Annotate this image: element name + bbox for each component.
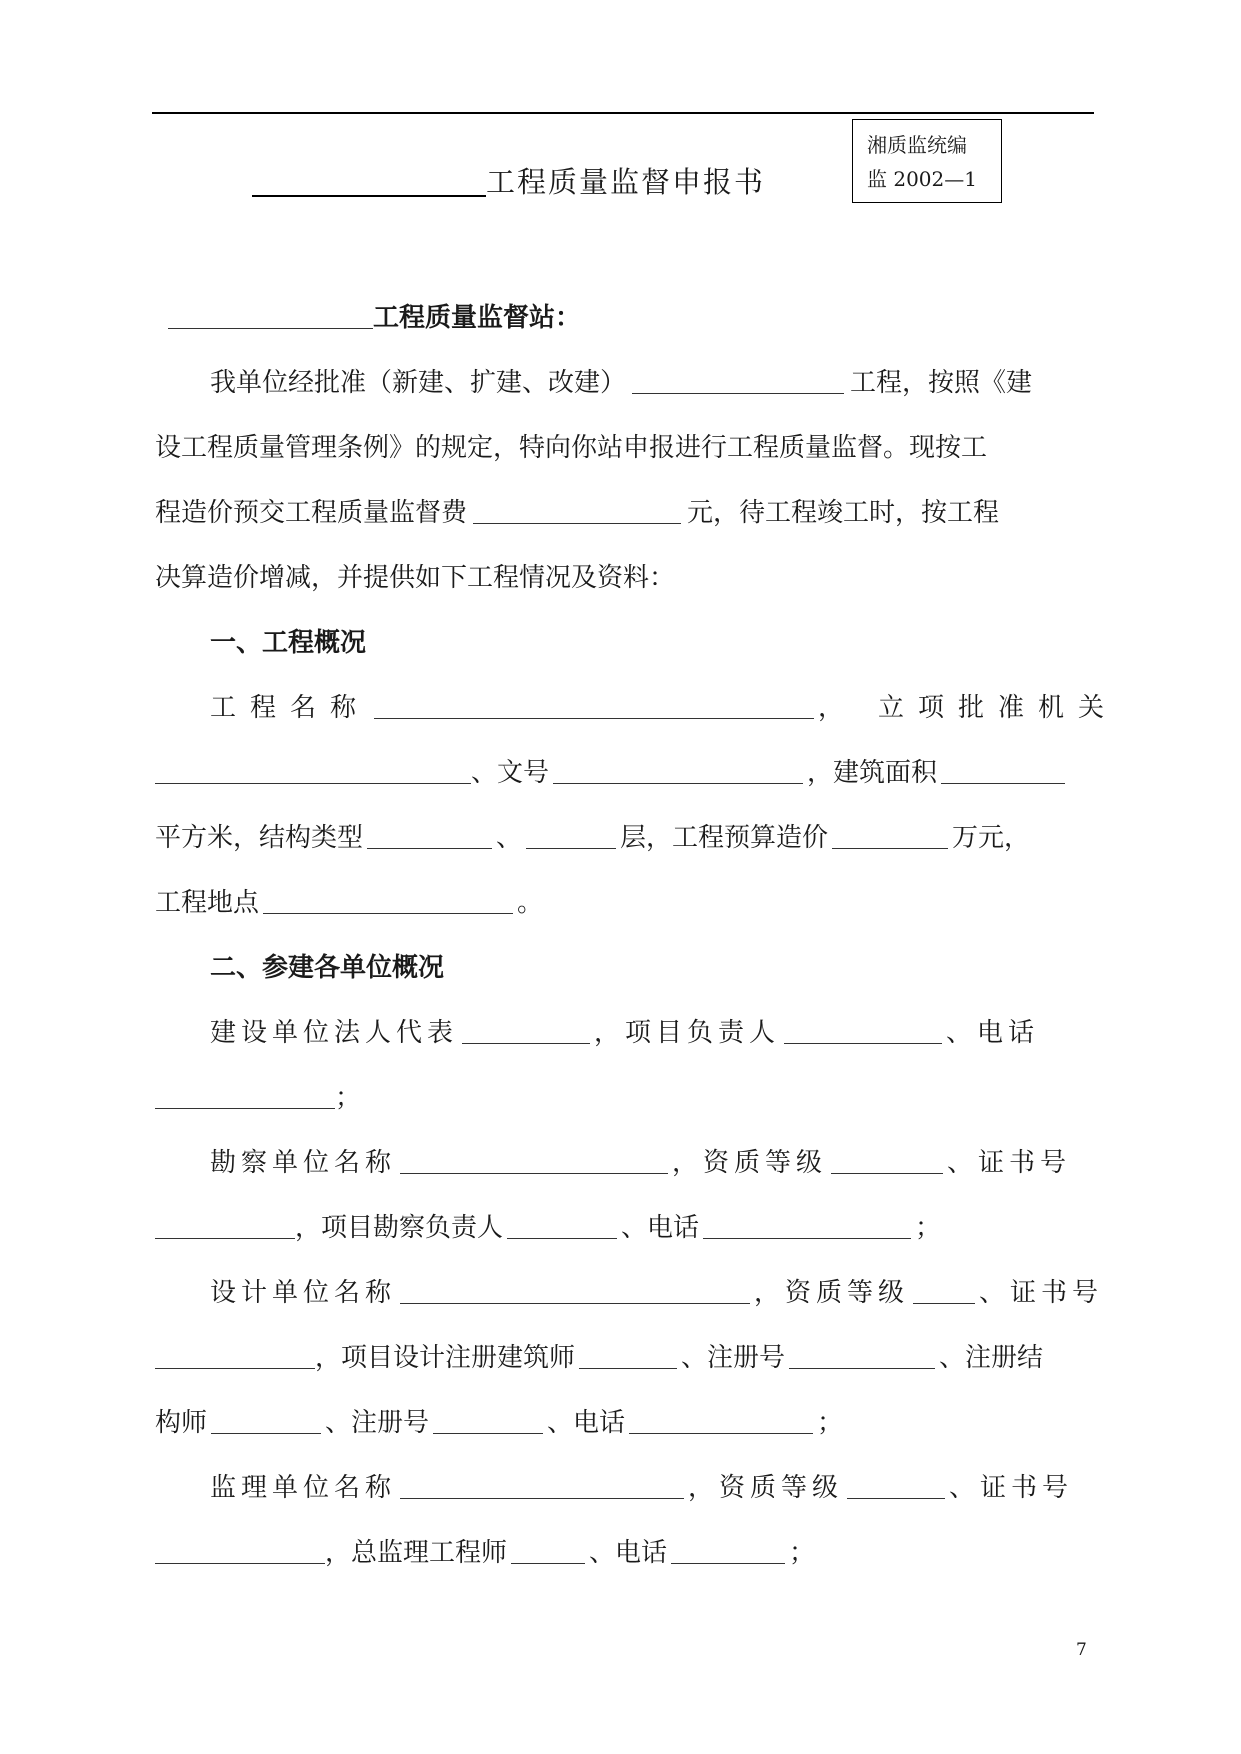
page-number: 7 — [1076, 1640, 1087, 1660]
intro-text: 元，待工程竣工时，按工程 — [687, 498, 1000, 528]
project-overview-line-4 — [155, 882, 1095, 919]
blank-construction-phone[interactable] — [155, 1086, 335, 1109]
blank-building-area[interactable] — [941, 761, 1065, 784]
label-project-leader: ，项目负责人 — [594, 1018, 781, 1048]
label-registration-number: 、注册号 — [325, 1408, 430, 1438]
blank-station-name[interactable] — [168, 306, 373, 329]
label-phone: 、电话 — [547, 1408, 626, 1438]
blank-survey-phone[interactable] — [703, 1216, 911, 1239]
project-overview-line-2 — [155, 752, 1095, 789]
blank-approval-authority[interactable] — [155, 761, 471, 784]
label-registered-structural: 、注册结 — [939, 1343, 1044, 1373]
blank-supervision-phone[interactable] — [671, 1541, 785, 1564]
form-code-line1: 湘质监统编 — [867, 133, 967, 157]
semicolon: ； — [817, 1408, 844, 1438]
supervision-unit-line-2 — [155, 1532, 1095, 1569]
blank-design-phone[interactable] — [629, 1411, 813, 1434]
blank-architect-reg-no[interactable] — [789, 1346, 935, 1369]
addressee-line — [168, 297, 1108, 334]
survey-unit-line-1 — [210, 1142, 1150, 1179]
section-2-heading: 二、参建各单位概况 — [210, 953, 445, 983]
comma: ， — [818, 693, 845, 723]
project-overview-line-3 — [155, 817, 1095, 854]
label-document-number: 、文号 — [471, 758, 550, 788]
survey-unit-line-2 — [155, 1207, 1095, 1244]
intro-line-4: 决算造价增减，并提供如下工程情况及资料： — [155, 563, 676, 593]
blank-architect[interactable] — [579, 1346, 677, 1369]
separator: 、 — [496, 823, 523, 853]
label-qualification: ，资质等级 — [688, 1473, 844, 1503]
supervision-unit-line-1 — [210, 1467, 1150, 1504]
label-building-area: ，建筑面积 — [807, 758, 938, 788]
blank-survey-qualification[interactable] — [831, 1151, 943, 1174]
label-registration-number: 、注册号 — [681, 1343, 786, 1373]
document-title — [252, 160, 765, 201]
label-project-location: 工程地点 — [155, 888, 260, 918]
unit-ten-thousand-yuan: 万元， — [952, 823, 1031, 853]
blank-survey-leader[interactable] — [507, 1216, 617, 1239]
label-qualification: ，资质等级 — [754, 1278, 910, 1308]
label-qualification: ，资质等级 — [672, 1148, 828, 1178]
form-code-box — [852, 119, 1002, 203]
intro-text: 我单位经批准（新建、扩建、改建） — [210, 368, 627, 398]
blank-budget-cost[interactable] — [832, 826, 948, 849]
label-certificate: 、证书号 — [949, 1473, 1074, 1503]
title-text: 工程质量监督申报书 — [486, 165, 766, 199]
section-1-heading: 一、工程概况 — [210, 628, 367, 658]
blank-floors[interactable] — [526, 826, 616, 849]
label-supervision-unit: 监理单位名称 — [210, 1473, 397, 1503]
label-structural-engineer: 构师 — [155, 1408, 208, 1438]
intro-text: 工程，按照《建 — [850, 368, 1033, 398]
label-survey-unit: 勘察单位名称 — [210, 1148, 397, 1178]
period: 。 — [517, 888, 544, 918]
project-overview-line-1 — [210, 687, 1150, 724]
label-certificate: 、证书号 — [979, 1278, 1104, 1308]
blank-design-unit[interactable] — [400, 1281, 750, 1304]
label-design-unit: 设计单位名称 — [210, 1278, 397, 1308]
blank-supervision-unit[interactable] — [400, 1476, 684, 1499]
blank-structure-type[interactable] — [367, 826, 492, 849]
intro-line-2: 设工程质量管理条例》的规定，特向你站申报进行工程质量监督。现按工 — [155, 433, 988, 463]
design-unit-line-1 — [210, 1272, 1150, 1309]
intro-line-3 — [155, 492, 1095, 529]
semicolon: ； — [335, 1083, 362, 1113]
intro-line-1 — [210, 362, 1150, 399]
label-certificate: 、证书号 — [947, 1148, 1072, 1178]
blank-survey-certificate[interactable] — [155, 1216, 295, 1239]
label-legal-rep: 建设单位法人代表 — [210, 1018, 459, 1048]
design-unit-line-3 — [155, 1402, 1095, 1439]
blank-document-number[interactable] — [553, 761, 803, 784]
label-project-name: 工程名称 — [210, 693, 371, 723]
blank-survey-unit[interactable] — [400, 1151, 668, 1174]
label-budget-cost: 层，工程预算造价 — [620, 823, 829, 853]
top-rule — [152, 112, 1094, 114]
blank-chief-supervisor[interactable] — [511, 1541, 585, 1564]
label-registered-architect: ，项目设计注册建筑师 — [315, 1343, 576, 1373]
blank-supervision-fee[interactable] — [473, 501, 681, 524]
semicolon: ； — [789, 1538, 816, 1568]
construction-unit-line-2 — [155, 1077, 1095, 1114]
label-chief-supervisor: ，总监理工程师 — [325, 1538, 508, 1568]
construction-unit-line-1 — [210, 1012, 1150, 1049]
blank-supervision-certificate[interactable] — [155, 1541, 325, 1564]
blank-legal-rep[interactable] — [462, 1021, 590, 1044]
blank-design-certificate[interactable] — [155, 1346, 315, 1369]
blank-design-qualification[interactable] — [913, 1281, 975, 1304]
addressee-text: 工程质量监督站： — [373, 303, 582, 333]
design-unit-line-2 — [155, 1337, 1095, 1374]
blank-supervision-qualification[interactable] — [847, 1476, 945, 1499]
blank-project-location[interactable] — [263, 891, 513, 914]
blank-project-name[interactable] — [252, 165, 486, 197]
intro-text: 程造价预交工程质量监督费 — [155, 498, 468, 528]
form-code-line2: 监 2002—1 — [867, 167, 977, 191]
label-survey-leader: ，项目勘察负责人 — [295, 1213, 504, 1243]
blank-structural-engineer[interactable] — [211, 1411, 321, 1434]
label-approval-authority: 立项批准机关 — [878, 693, 1119, 723]
label-phone: 、电话 — [589, 1538, 668, 1568]
label-phone: 、电话 — [946, 1018, 1040, 1048]
blank-project-leader[interactable] — [784, 1021, 942, 1044]
label-structure-type: 平方米，结构类型 — [155, 823, 364, 853]
blank-structural-reg-no[interactable] — [433, 1411, 543, 1434]
blank-project[interactable] — [632, 371, 844, 394]
blank-project-name-field[interactable] — [374, 696, 814, 719]
label-phone: 、电话 — [621, 1213, 700, 1243]
semicolon: ； — [915, 1213, 942, 1243]
